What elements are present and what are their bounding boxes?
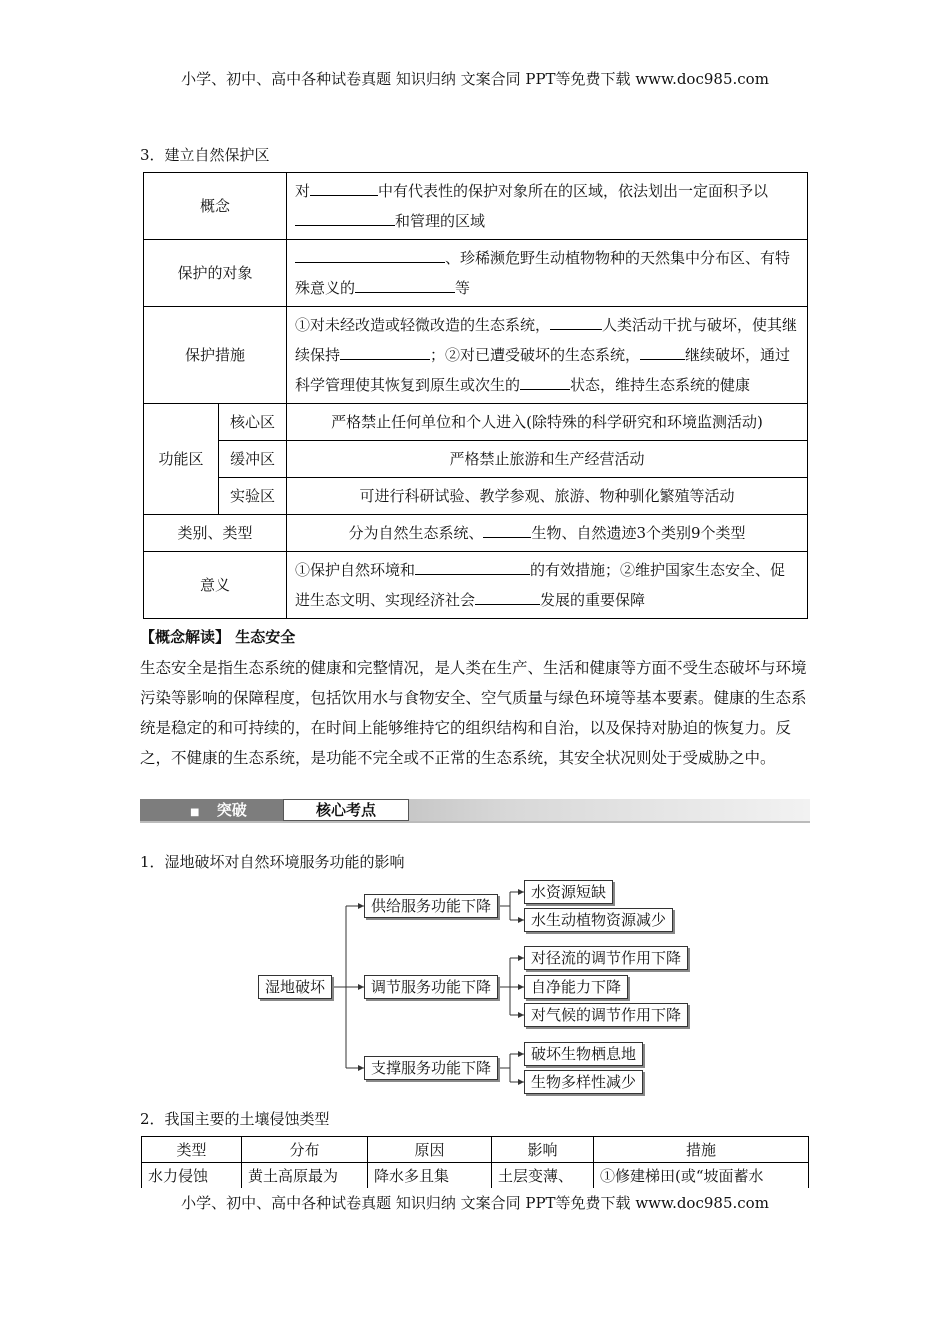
row-label: 意义: [144, 552, 287, 619]
text: 、珍稀濒危野生动植物物种的天然集中分布区、有特殊意义的: [295, 249, 791, 297]
tree-leaf: 对气候的调节作用下降: [524, 1003, 688, 1027]
zone-desc: 严格禁止任何单位和个人进入(除特殊的科学研究和环境监测活动): [287, 404, 808, 441]
zone-name: 实验区: [219, 478, 287, 515]
section2-title: 2．我国主要的土壤侵蚀类型: [140, 1110, 330, 1128]
table-cell: ①修建梯田(或“坡面蓄水: [594, 1163, 809, 1189]
zones-label: 功能区: [144, 404, 219, 515]
soil-erosion-table: [141, 1136, 809, 1189]
tree-leaf: 对径流的调节作用下降: [524, 946, 688, 970]
tree-leaf: 水生动植物资源减少: [524, 908, 673, 932]
tree-branch: 供给服务功能下降: [364, 894, 498, 918]
tree-branch: 支撑服务功能下降: [364, 1056, 498, 1080]
row-label: 保护的对象: [144, 240, 287, 307]
text: 继续破坏，通过科学管理使其恢复到原生或次生的: [295, 346, 791, 394]
column-header: 影响: [492, 1137, 594, 1163]
table-row: [142, 1163, 809, 1189]
tree-leaf: 水资源短缺: [524, 880, 613, 904]
zone-name: 缓冲区: [219, 441, 287, 478]
banner-label-core: 核心考点: [283, 799, 409, 821]
table-cell: 黄土高原最为: [242, 1163, 368, 1189]
concept-body: 生态安全是指生态系统的健康和完整情况，是人类在生产、生活和健康等方面不受生态破坏与环境污染等影响的保障程度，包括饮用水与食物安全、空气质量与绿色环境等基本要素。健康的生态系统是稳定的和可持续的，在时间上能够维持它的组织结构和自治，以及保持对胁迫的恢复力。反之，不健康的生态系统，是功能不完全或不正常的生态系统，其安全状况则处于受威胁之中。: [140, 659, 807, 767]
zone-desc: 严格禁止旅游和生产经营活动: [287, 441, 808, 478]
text: 对: [295, 182, 311, 200]
text: 人类活动干扰与破坏，使其继续保持: [295, 316, 798, 364]
section1-title: 1．湿地破坏对自然环境服务功能的影响: [140, 853, 405, 871]
table-cell: 土层变薄、: [492, 1163, 594, 1189]
column-header: 原因: [368, 1137, 492, 1163]
text: 发展的重要保障: [540, 591, 646, 609]
text: 生物、自然遗迹3个类别9个类型: [531, 524, 746, 542]
text: 和管理的区域: [395, 212, 486, 230]
table-header-row: [142, 1137, 809, 1163]
tree-leaf: 生物多样性减少: [524, 1070, 643, 1094]
column-header: 类型: [142, 1137, 242, 1163]
text: 状态，维持生态系统的健康: [570, 376, 751, 394]
column-header: 分布: [242, 1137, 368, 1163]
text: ；②对已遭受破坏的生态系统，: [430, 346, 641, 364]
zone-name: 核心区: [219, 404, 287, 441]
text: ①保护自然环境和: [295, 561, 416, 579]
tree-branch: 调节服务功能下降: [364, 975, 498, 999]
section3-title: 3．建立自然保护区: [140, 146, 270, 164]
row-label: 概念: [144, 173, 287, 240]
row-label: 保护措施: [144, 307, 287, 404]
zone-desc: 可进行科研试验、教学参观、旅游、物种驯化繁殖等活动: [287, 478, 808, 515]
banner-label1-text: 突破: [216, 801, 247, 819]
tree-leaf: 自净能力下降: [524, 975, 628, 999]
text: 等: [455, 279, 471, 297]
text: ①对未经改造或轻微改造的生态系统，: [295, 316, 551, 334]
text: 中有代表性的保护对象所在的区域，依法划出一定面积予以: [378, 182, 769, 200]
tree-root: 湿地破坏: [258, 975, 332, 999]
tree-leaf: 破坏生物栖息地: [524, 1042, 643, 1066]
page-footer: 小学、初中、高中各种试卷真题 知识归纳 文案合同 PPT等免费下载 www.doc985.com: [181, 1194, 769, 1212]
concept-title: 【概念解读】 生态安全: [140, 628, 296, 646]
square-bullet-icon: ■: [190, 807, 200, 818]
column-header: 措施: [594, 1137, 809, 1163]
text: 分为自然生态系统、: [348, 524, 484, 542]
table-cell: 水力侵蚀: [142, 1163, 242, 1189]
table-cell: 降水多且集: [368, 1163, 492, 1189]
page-header: 小学、初中、高中各种试卷真题 知识归纳 文案合同 PPT等免费下载 www.doc985.com: [181, 70, 769, 88]
row-label: 类别、类型: [144, 515, 287, 552]
text: 的有效措施；②维护国家生态安全、促进生态文明、实现经济社会: [295, 561, 786, 609]
